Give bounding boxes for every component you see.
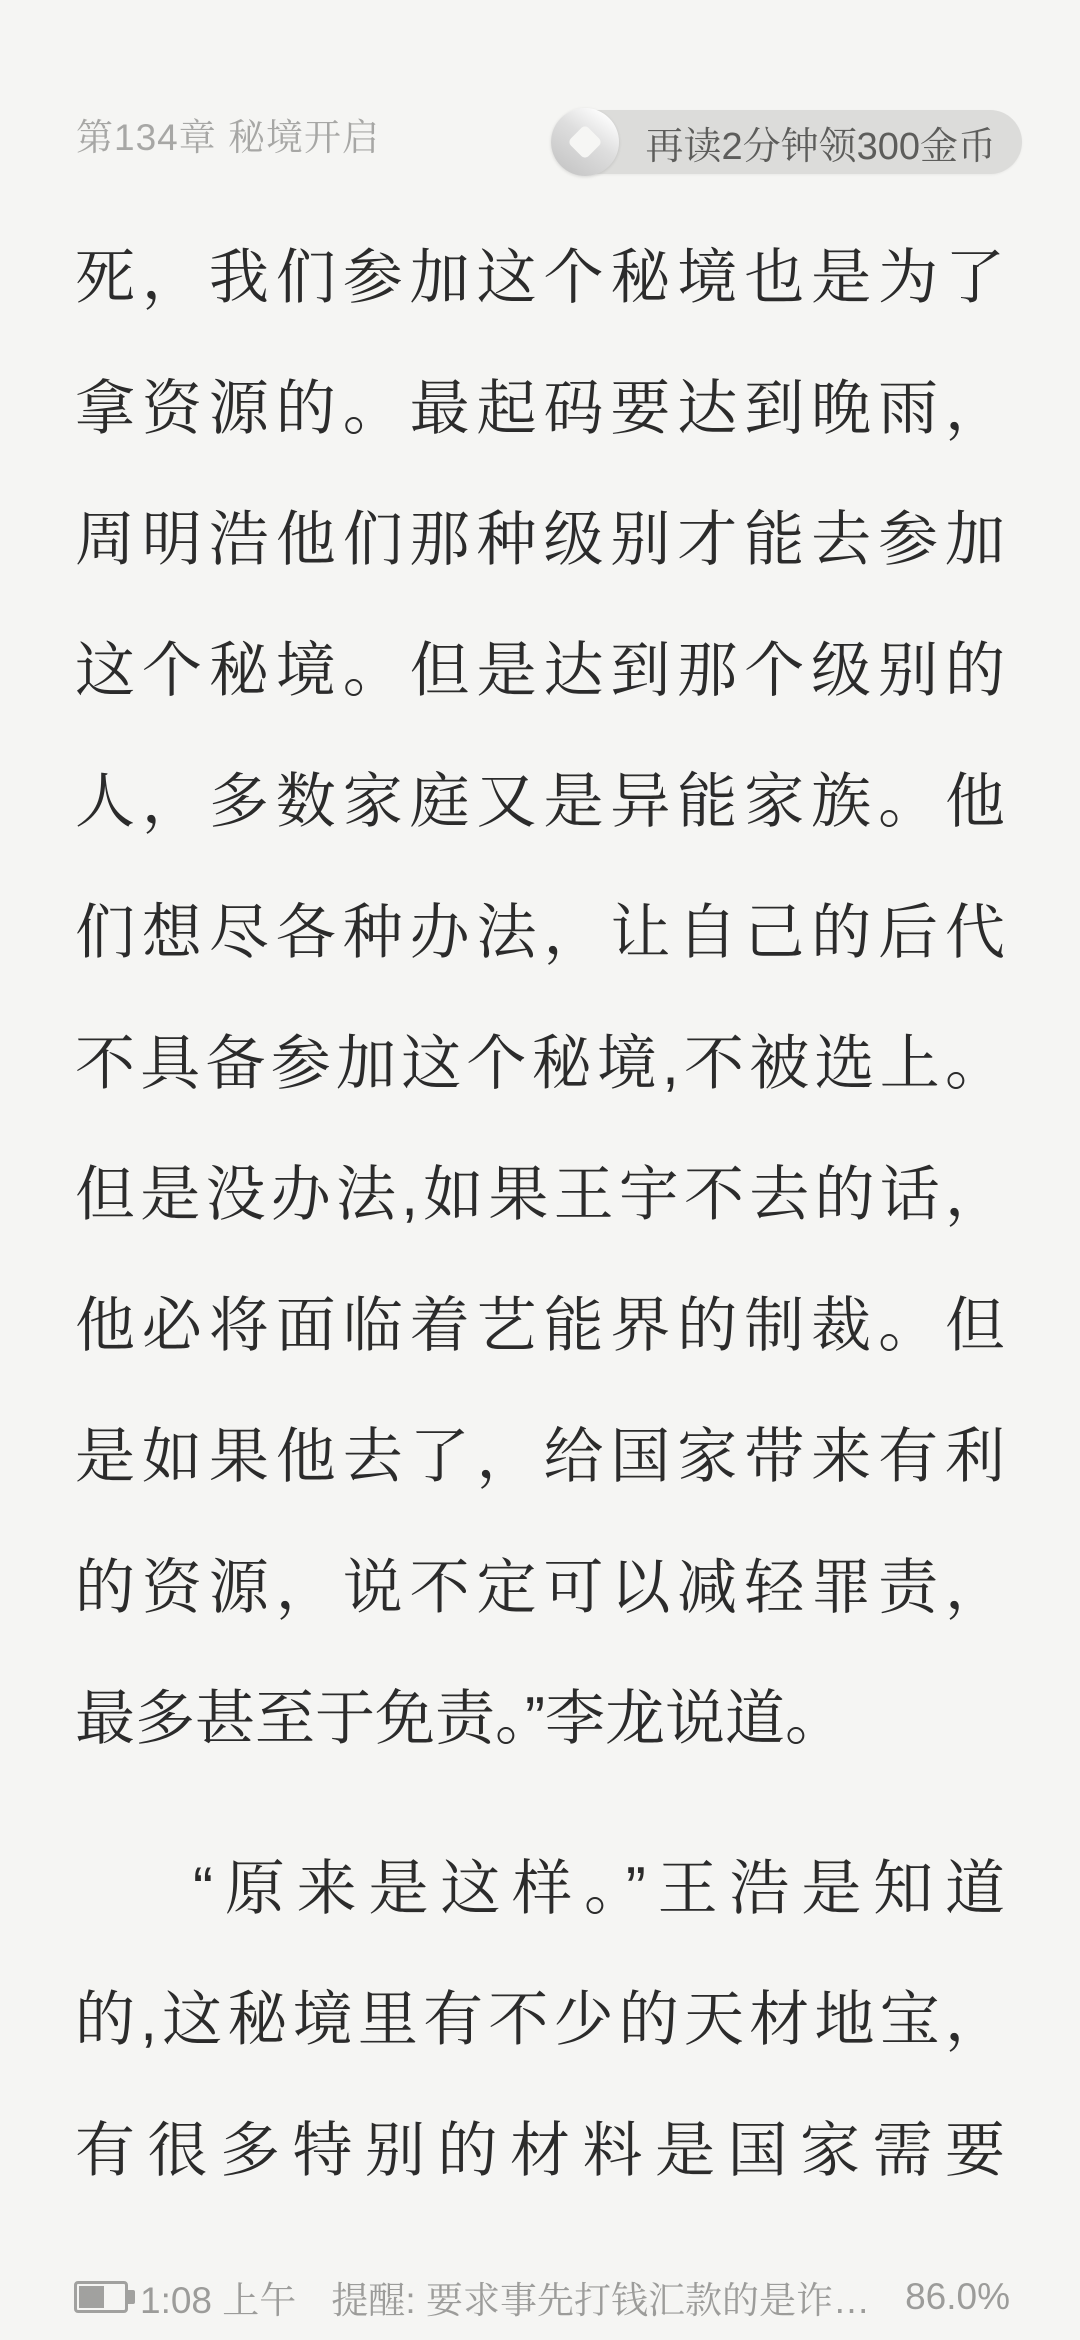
battery-fill <box>79 2286 104 2308</box>
body-text-line: 是如果他去了，给国家带来有利 <box>75 1423 1005 1490</box>
body-text-line: 的,这秘境里有不少的天材地宝， <box>75 1986 1005 2053</box>
reading-progress: 86.0% <box>905 2276 1010 2317</box>
scam-warning-notice: 提醒: 要求事先打钱汇款的是诈… <box>331 2280 870 2321</box>
footer-status-bar <box>0 2264 1080 2330</box>
reward-pill-label: 再读2分钟领300金币 <box>645 125 996 168</box>
body-text-line: 最多甚至于免责。”李龙说道。 <box>75 1685 845 1752</box>
time-label: 1:08 上午 <box>140 2280 297 2321</box>
body-text-line: 这个秘境。但是达到那个级别的 <box>75 637 1005 704</box>
body-paragraph <box>75 212 1005 1784</box>
body-text-line: 有很多特别的材料是国家需要 <box>75 2117 1005 2184</box>
body-text-line: 但是没办法,如果王宇不去的话， <box>75 1161 1005 1228</box>
body-text-line: 人，多数家庭又是异能家族。他 <box>75 768 1005 835</box>
body-text-line: 们想尽各种办法，让自己的后代 <box>75 899 1005 966</box>
body-paragraph <box>75 1823 1005 2216</box>
body-text-line: 的资源，说不定可以减轻罪责， <box>75 1554 1005 1621</box>
battery-icon <box>74 2281 128 2313</box>
footer-left-group <box>74 2270 296 2324</box>
body-text-line: 拿资源的。最起码要达到晚雨， <box>75 375 1005 442</box>
reading-tap-area[interactable] <box>75 212 1005 2216</box>
body-text-line: 死，我们参加这个秘境也是为了 <box>75 244 1005 311</box>
reward-pill-button[interactable] <box>559 110 1022 174</box>
coin-icon <box>551 108 619 176</box>
body-text-line: 周明浩他们那种级别才能去参加 <box>75 506 1005 573</box>
chapter-title: 第134章 秘境开启 <box>76 117 381 158</box>
body-text-line: 他必将面临着艺能界的制裁。但 <box>75 1292 1005 1359</box>
body-text-line: 不具备参加这个秘境,不被选上。 <box>75 1030 1005 1097</box>
body-text-line: “原来是这样。”王浩是知道 <box>193 1855 1005 1922</box>
